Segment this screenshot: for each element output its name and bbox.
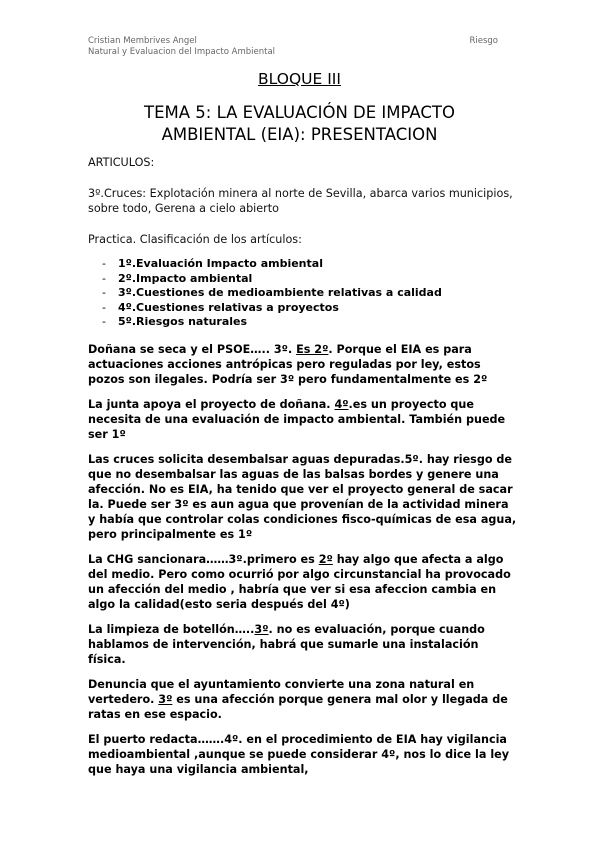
tema-title-line1: TEMA 5: LA EVALUACIÓN DE IMPACTO <box>144 103 455 122</box>
paragraph-cruces: Las cruces solicita desembalsar aguas depuradas.5º. hay riesgo de que no desembalsar las aguas de las balsas bordes y genere una afección. No es EIA, ha tenido que ver el proyecto general de sacar la. Puede ser 3º es aun agua que provenían de la actividad minera y había que controlar colas condiciones fisco-químicas de esa agua, pero principalmente es 1º <box>88 452 517 541</box>
paragraph-junta: La junta apoya el proyecto de doñana. 4º.es un proyecto que necesita de una evaluación de impacto ambiental. También puede ser 1º <box>88 397 506 441</box>
articulos-label: ARTICULOS: <box>88 156 155 169</box>
cruces-text: 3º.Cruces: Explotación minera al norte de Sevilla, abarca varios municipios, sobre todo, Gerena a cielo abierto <box>88 187 513 215</box>
tema-title-line2: AMBIENTAL (EIA): PRESENTACION <box>161 125 438 144</box>
paragraph-botellon: La limpieza de botellón…..3º. no es evaluación, porque cuando hablamos de intervención, habrá que sumarle una instalación física. <box>88 622 485 666</box>
paragraph-donana: Doñana se seca y el PSOE….. 3º. Es 2º. Porque el EIA es para actuaciones acciones antrópicas pero reguladas por ley, estos pozos son ilegales. Podría ser 3º pero fundamentalmente es 2º <box>88 342 488 386</box>
list-item: - 4º.Cuestiones relativas a proyectos <box>118 301 518 316</box>
list-item: - 3º.Cuestiones de medioambiente relativas a calidad <box>118 286 518 301</box>
paragraph-puerto: El puerto redacta…….4º. en el procedimiento de EIA hay vigilancia medioambiental ,aunque se puede considerar 4º, nos lo dice la ley que haya una vigilancia ambiental, <box>88 732 510 776</box>
practica-label: Practica. Clasificación de los artículos: <box>88 233 302 246</box>
header-author: Cristian Membrives Angel <box>88 36 197 46</box>
bloque-title: BLOQUE III <box>258 70 341 88</box>
list-item: - 1º.Evaluación Impacto ambiental <box>118 257 518 272</box>
document-body <box>88 155 518 787</box>
paragraph-vertedero: Denuncia que el ayuntamiento convierte una zona natural en vertedero. 3º es una afección porque genera mal olor y llegada de ratas en ese espacio. <box>88 677 508 721</box>
list-item: - 2º.Impacto ambiental <box>118 272 518 287</box>
list-item: - 5º.Riesgos naturales <box>118 315 518 330</box>
tema-title <box>0 102 599 146</box>
page-header <box>88 36 512 58</box>
header-subject: Natural y Evaluacion del Impacto Ambiental <box>88 47 276 57</box>
categories-list <box>88 257 518 330</box>
paragraph-chg: La CHG sancionara……3º.primero es 2º hay algo que afecta a algo del medio. Pero como ocurrió por algo circunstancial ha provocado un afección del medio , habría que ver si esa afeccion cambia en algo la calidad(esto seria después del 4º) <box>88 552 511 611</box>
header-right-label: Riesgo <box>469 36 498 46</box>
